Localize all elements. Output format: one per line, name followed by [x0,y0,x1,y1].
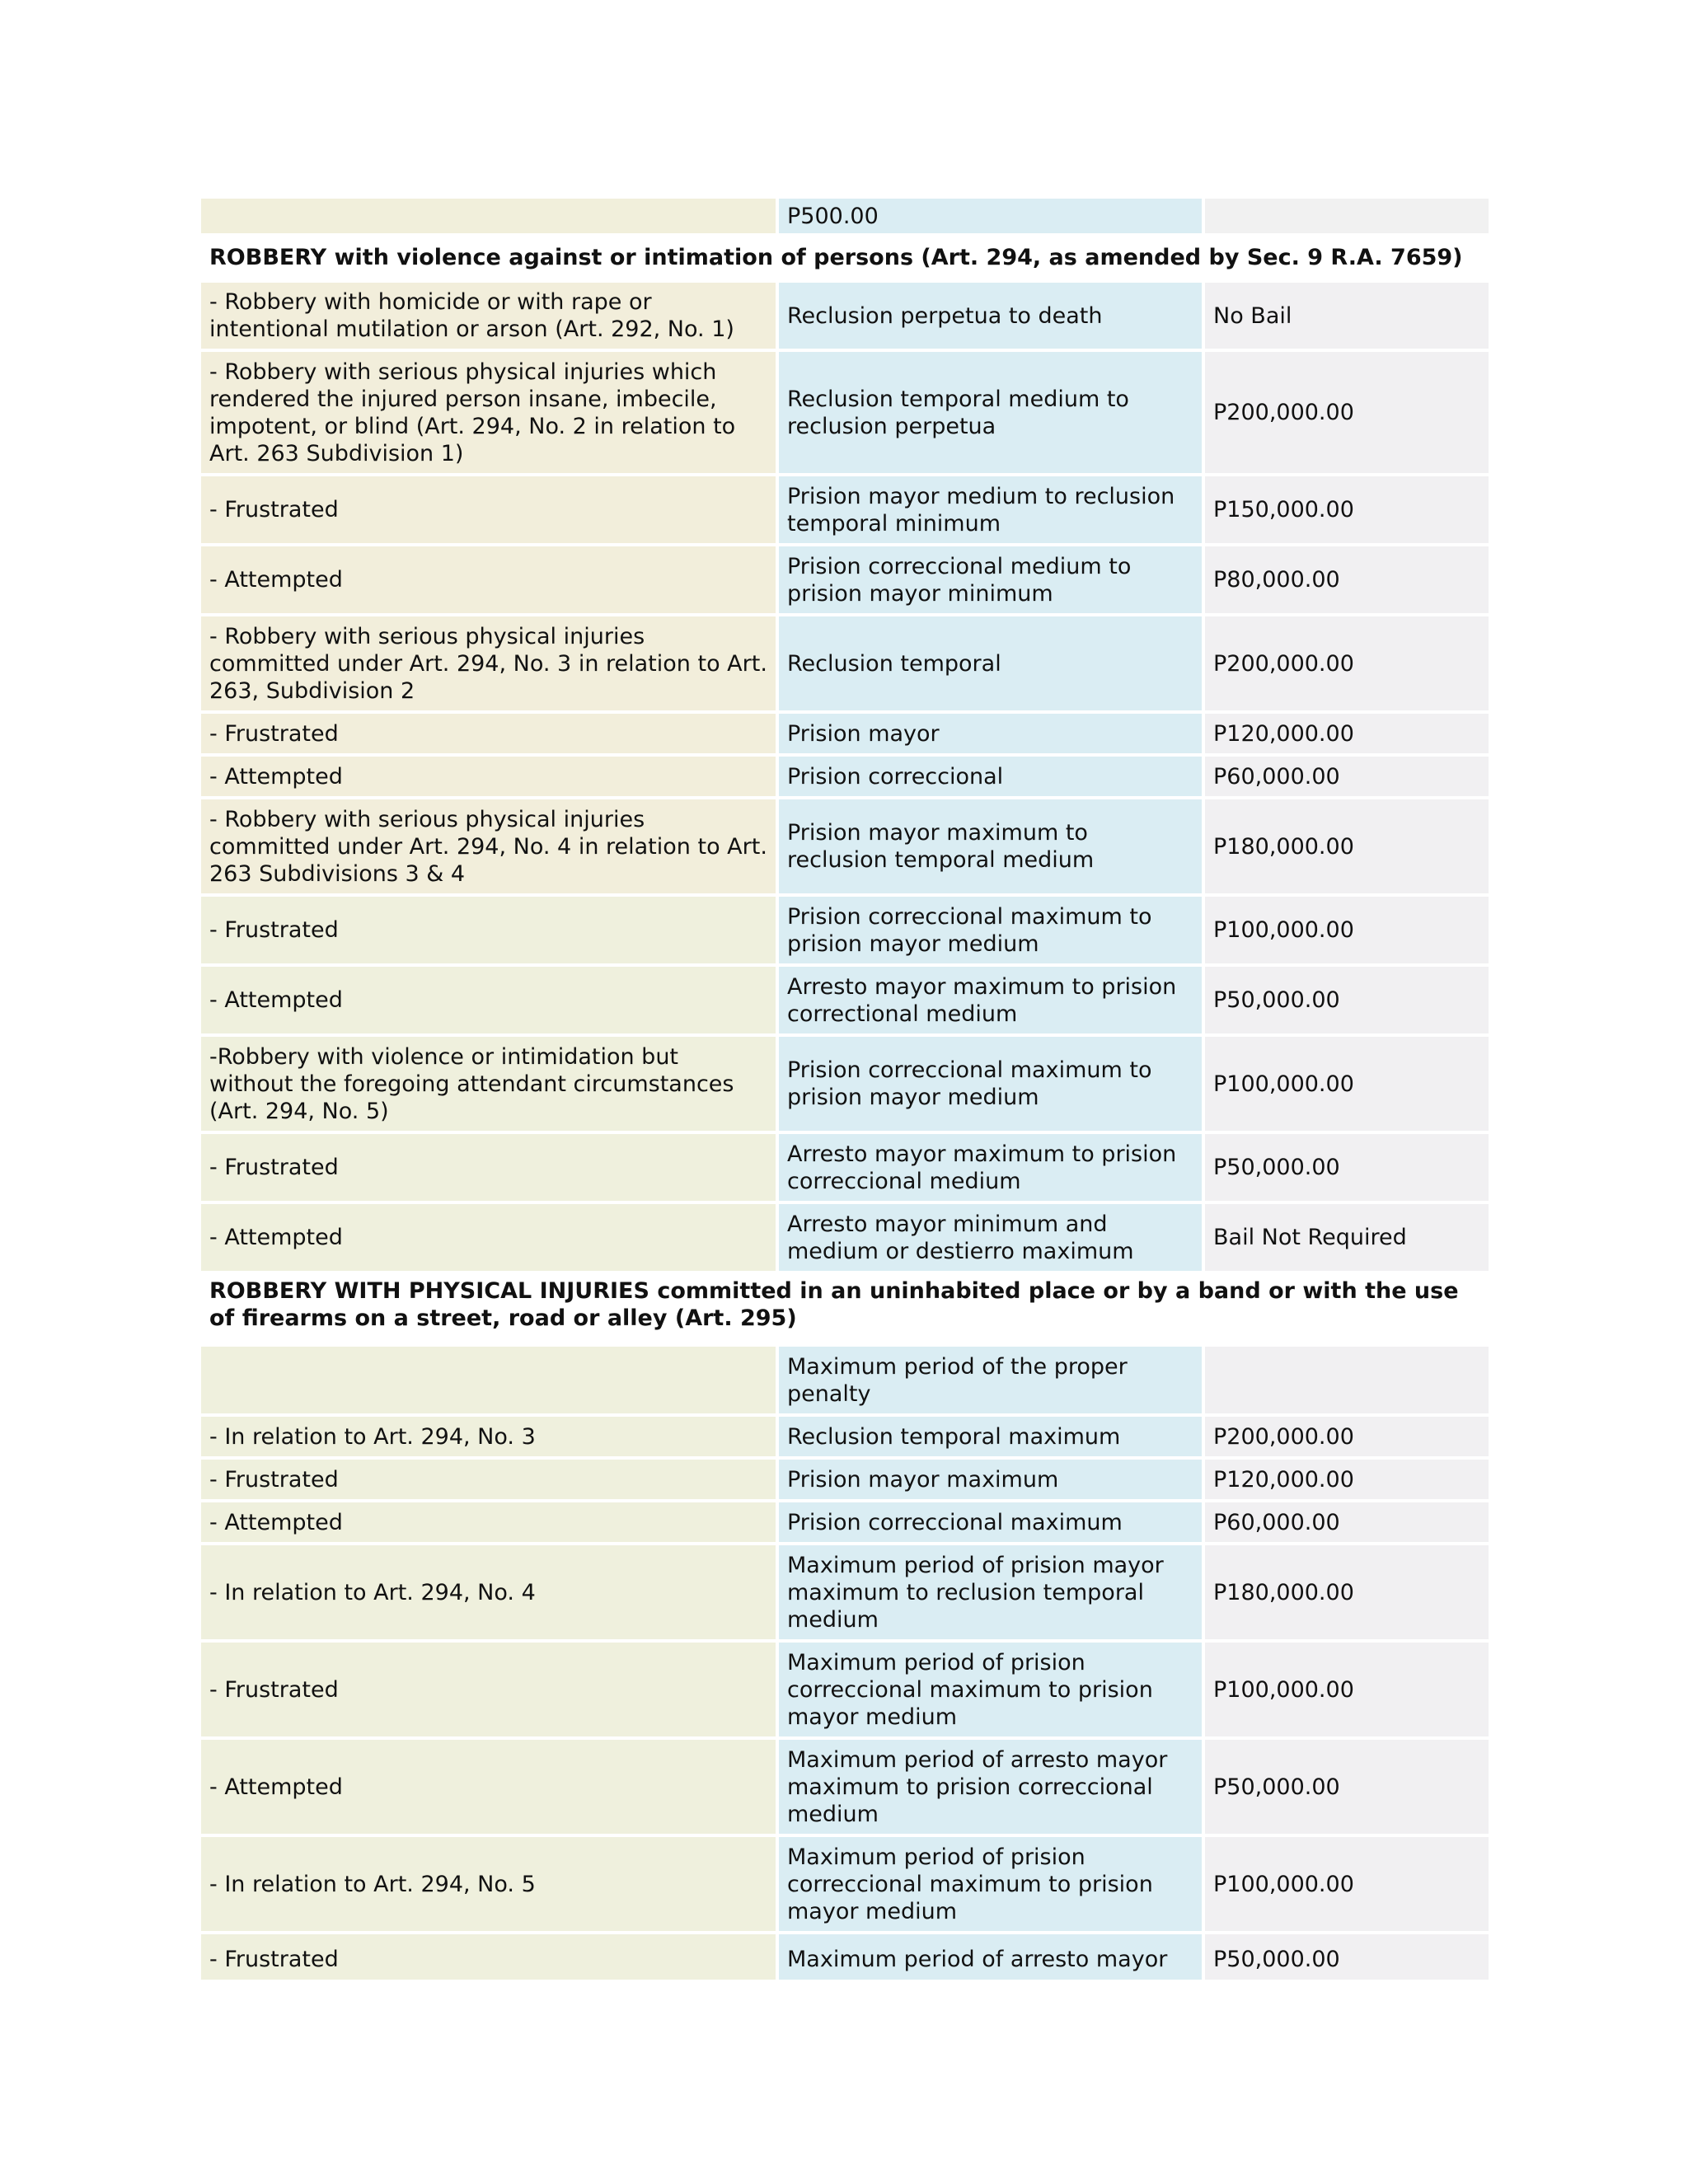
bail-cell: P200,000.00 [1205,616,1489,710]
bail-cell: P200,000.00 [1205,352,1489,473]
table-row [201,757,1489,796]
bail-cell: P60,000.00 [1205,1502,1489,1542]
bail-cell [1205,199,1489,233]
penalty-cell: Maximum period of arresto mayor [779,1934,1202,1980]
offense-cell: - Robbery with serious physical injuries committed under Art. 294, No. 4 in relation to Art. 263 Subdivisions 3 & 4 [201,799,776,893]
penalty-cell: P500.00 [779,199,1202,233]
penalty-cell: Prision correccional maximum [779,1502,1202,1542]
offense-cell [201,199,776,233]
penalty-cell: Maximum period of prision correccional maximum to prision mayor medium [779,1837,1202,1931]
offense-cell: - In relation to Art. 294, No. 4 [201,1545,776,1639]
penalty-cell: Prision mayor maximum [779,1460,1202,1499]
table-row [201,799,1489,893]
table-row [201,1643,1489,1736]
offense-cell [201,1347,776,1413]
penalty-cell: Prision correccional maximum to prision mayor medium [779,1037,1202,1131]
bail-cell [1205,1347,1489,1413]
penalty-cell: Maximum period of prision mayor maximum to reclusion temporal medium [779,1545,1202,1639]
penalty-cell: Reclusion temporal medium to reclusion perpetua [779,352,1202,473]
table-row [201,616,1489,710]
offense-cell: - Attempted [201,1502,776,1542]
table-row [201,967,1489,1033]
table-row [201,1740,1489,1834]
penalty-cell: Reclusion perpetua to death [779,283,1202,349]
offense-cell: - Frustrated [201,714,776,753]
penalty-cell: Maximum period of the proper penalty [779,1347,1202,1413]
offense-cell: - Attempted [201,1204,776,1271]
penalty-cell: Prision correccional maximum to prision mayor medium [779,897,1202,963]
bail-cell: P100,000.00 [1205,1837,1489,1931]
table-row [201,1037,1489,1131]
offense-cell: - Robbery with serious physical injuries committed under Art. 294, No. 3 in relation to Art. 263, Subdivision 2 [201,616,776,710]
table-row [201,283,1489,349]
offense-cell: - Attempted [201,546,776,613]
offense-cell: - Frustrated [201,1643,776,1736]
table-row [201,1934,1489,1980]
section-heading-art-294: ROBBERY with violence against or intimation of persons (Art. 294, as amended by Sec. 9 R.A. 7659) [201,237,1489,279]
offense-cell: -Robbery with violence or intimidation but without the foregoing attendant circumstances (Art. 294, No. 5) [201,1037,776,1131]
section-heading-art-295: ROBBERY WITH PHYSICAL INJURIES committed in an uninhabited place or by a band or with the use of firearms on a street, road or alley (Art. 295) [201,1274,1489,1343]
table-row [201,1204,1489,1271]
penalty-cell: Prision correccional medium to prision mayor minimum [779,546,1202,613]
bail-cell: P100,000.00 [1205,1643,1489,1736]
penalty-cell: Arresto mayor maximum to prision correctional medium [779,967,1202,1033]
bail-cell: P80,000.00 [1205,546,1489,613]
table-row [201,1460,1489,1499]
table-row [201,199,1489,233]
penalty-cell: Maximum period of arresto mayor maximum to prision correccional medium [779,1740,1202,1834]
bail-cell: P150,000.00 [1205,476,1489,543]
table-row [201,476,1489,543]
penalty-cell: Prision mayor medium to reclusion temporal minimum [779,476,1202,543]
offense-cell: - Frustrated [201,476,776,543]
bail-cell: No Bail [1205,283,1489,349]
table-row [201,1545,1489,1639]
offense-cell: - Attempted [201,967,776,1033]
table-row [201,897,1489,963]
offense-cell: - Robbery with homicide or with rape or intentional mutilation or arson (Art. 292, No. 1) [201,283,776,349]
bail-cell: P50,000.00 [1205,1934,1489,1980]
penalty-cell: Reclusion temporal [779,616,1202,710]
penalty-cell: Prision correccional [779,757,1202,796]
offense-cell: - Frustrated [201,1934,776,1980]
bail-cell: P120,000.00 [1205,1460,1489,1499]
table-row [201,1134,1489,1201]
table-row [201,546,1489,613]
offense-cell: - In relation to Art. 294, No. 5 [201,1837,776,1931]
bail-cell: P50,000.00 [1205,967,1489,1033]
bail-cell: Bail Not Required [1205,1204,1489,1271]
table-row [201,1502,1489,1542]
offense-cell: - In relation to Art. 294, No. 3 [201,1417,776,1456]
table-row [201,714,1489,753]
offense-cell: - Attempted [201,757,776,796]
offense-cell: - Frustrated [201,1134,776,1201]
bail-cell: P180,000.00 [1205,1545,1489,1639]
penalty-cell: Prision mayor [779,714,1202,753]
penalty-cell: Prision mayor maximum to reclusion temporal medium [779,799,1202,893]
penalty-cell: Arresto mayor minimum and medium or destierro maximum [779,1204,1202,1271]
table-row [201,1837,1489,1931]
bail-cell: P120,000.00 [1205,714,1489,753]
table-row [201,352,1489,473]
bail-cell: P50,000.00 [1205,1740,1489,1834]
bail-cell: P100,000.00 [1205,897,1489,963]
offense-cell: - Attempted [201,1740,776,1834]
offense-cell: - Frustrated [201,1460,776,1499]
bail-cell: P100,000.00 [1205,1037,1489,1131]
offense-cell: - Frustrated [201,897,776,963]
bail-table [201,199,1489,1980]
bail-cell: P180,000.00 [1205,799,1489,893]
bail-cell: P50,000.00 [1205,1134,1489,1201]
offense-cell: - Robbery with serious physical injuries which rendered the injured person insane, imbecile, impotent, or blind (Art. 294, No. 2 in relation to Art. 263 Subdivision 1) [201,352,776,473]
penalty-cell: Maximum period of prision correccional maximum to prision mayor medium [779,1643,1202,1736]
bail-cell: P200,000.00 [1205,1417,1489,1456]
table-row [201,1417,1489,1456]
bail-cell: P60,000.00 [1205,757,1489,796]
penalty-cell: Arresto mayor maximum to prision correccional medium [779,1134,1202,1201]
penalty-cell: Reclusion temporal maximum [779,1417,1202,1456]
table-row [201,1347,1489,1413]
